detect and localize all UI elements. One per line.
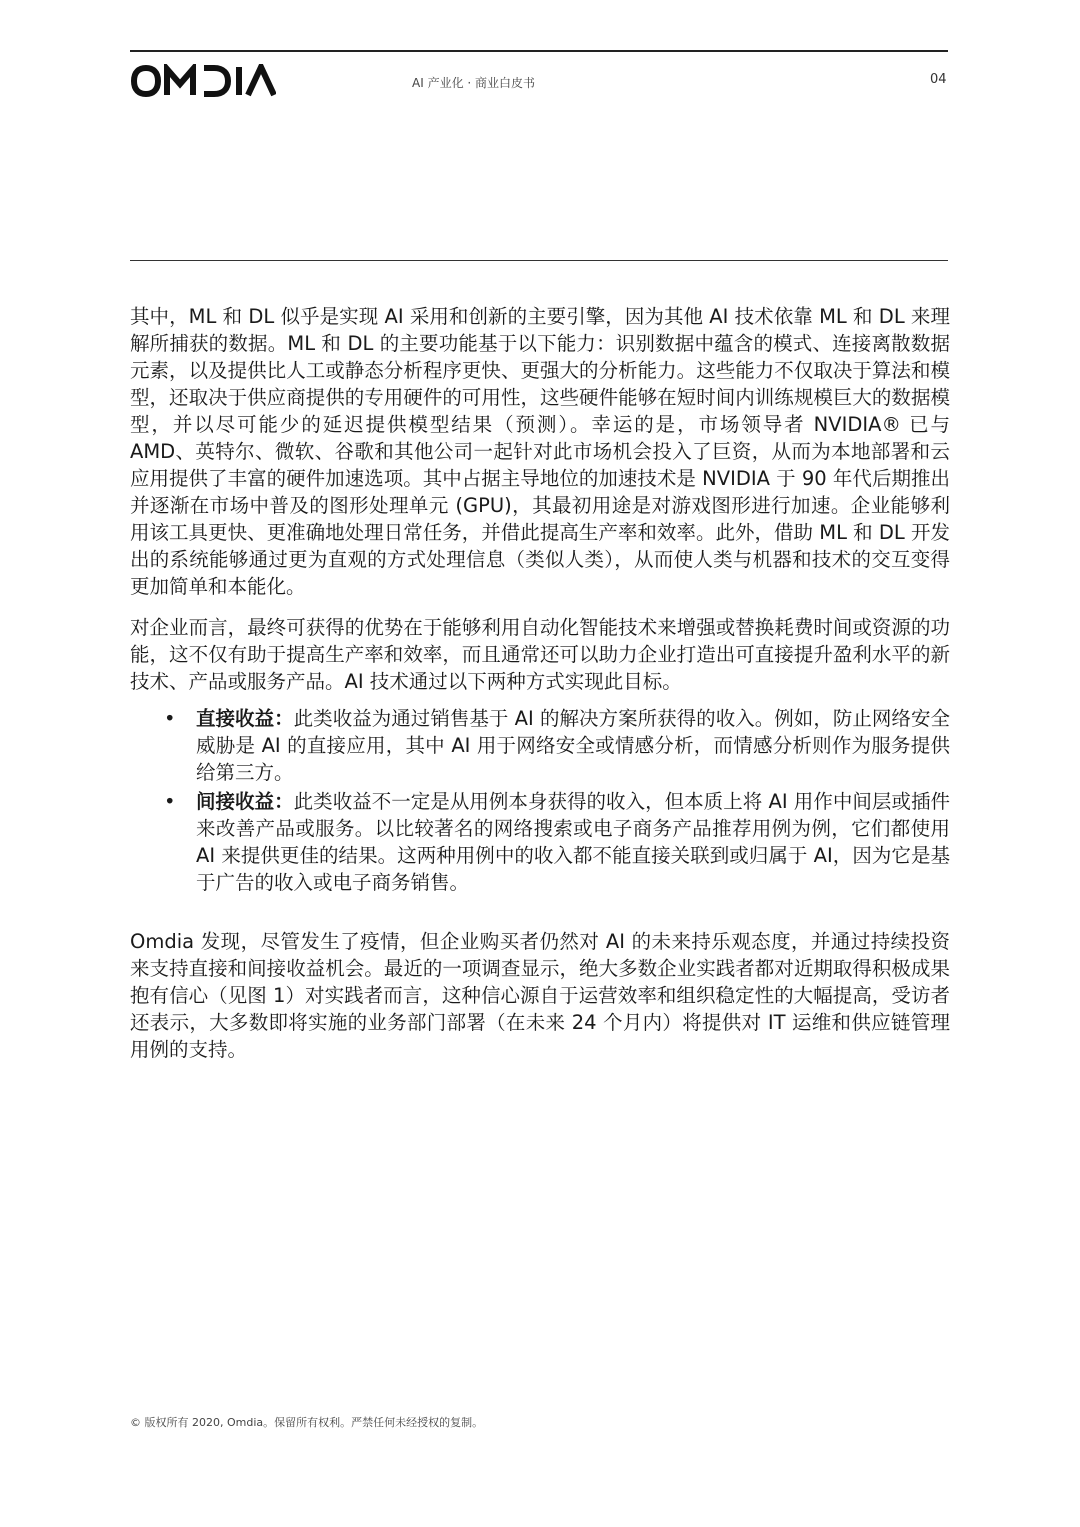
body-paragraph-2: 对企业而言，最终可获得的优势在于能够利用自动化智能技术来增强或替换耗费时间或资源的功能，这不仅有助于提高生产率和效率，而且通常还可以助力企业打造出可直接提升盈利水平的新技术、产品或服务产品。AI 技术通过以下两种方式实现此目标。: [130, 616, 950, 693]
bullet-term: 直接收益：: [196, 707, 294, 730]
main-content: [130, 303, 950, 1063]
copyright-footer: © 版权所有 2020, Omdia。保留所有权利。严禁任何未经授权的复制。: [130, 1416, 484, 1429]
header-top-rule: [130, 50, 948, 52]
document-title: AI 产业化 · 商业白皮书: [412, 76, 536, 90]
header-separator-rule: [130, 260, 948, 261]
bullet-term: 间接收益：: [196, 790, 294, 813]
body-paragraph-3: Omdia 发现，尽管发生了疫情，但企业购买者仍然对 AI 的未来持乐观态度，并通过持续投资来支持直接和间接收益机会。最近的一项调查显示，绝大多数企业实践者都对近期取得积极成果抱有信心（见图 1）对实践者而言，这种信心源自于运营效率和组织稳定性的大幅提高，受访者还表示，大多数即将实施的业务部门部署（在未来 24 个月内）将提供对 IT 运维和供应链管理用例的支持。: [130, 930, 950, 1061]
bullet-marker: •: [164, 707, 176, 730]
list-item-direct-benefit: [130, 705, 950, 786]
omdia-logo: [130, 64, 276, 98]
bullet-text: 此类收益为通过销售基于 AI 的解决方案所获得的收入。例如，防止网络安全威胁是 AI 的直接应用，其中 AI 用于网络安全或情感分析，而情感分析则作为服务提供给第三方。: [196, 707, 950, 784]
bullet-marker: •: [164, 790, 176, 813]
benefits-list: [130, 705, 950, 896]
body-paragraph-1: 其中，ML 和 DL 似乎是实现 AI 采用和创新的主要引擎，因为其他 AI 技术依靠 ML 和 DL 来理解所捕获的数据。ML 和 DL 的主要功能基于以下能力：识别数据中蕴含的模式、连接离散数据元素，以及提供比人工或静态分析程序更快、更强大的分析能力。这些能力不仅取决于算法和模型，还取决于供应商提供的专用硬件的可用性，这些硬件能够在短时间内训练规模巨大的数据模型，并以尽可能少的延迟提供模型结果（预测）。幸运的是，市场领导者 NVIDIA® 已与 AMD、英特尔、微软、谷歌和其他公司一起针对此市场机会投入了巨资，从而为本地部署和云应用提供了丰富的硬件加速选项。其中占据主导地位的加速技术是 NVIDIA 于 90 年代后期推出并逐渐在市场中普及的图形处理单元 (GPU)，其最初用途是对游戏图形进行加速。企业能够利用该工具更快、更准确地处理日常任务，并借此提高生产率和效率。此外，借助 ML 和 DL 开发出的系统能够通过更为直观的方式处理信息（类似人类），从而使人类与机器和技术的交互变得更加简单和本能化。: [130, 305, 950, 598]
page-number: 04: [930, 72, 947, 87]
bullet-text: 此类收益不一定是从用例本身获得的收入，但本质上将 AI 用作中间层或插件来改善产品或服务。以比较著名的网络搜索或电子商务产品推荐用例为例，它们都使用 AI 来提供更佳的结果。这两种用例中的收入都不能直接关联到或归属于 AI，因为它是基于广告的收入或电子商务销售。: [196, 790, 950, 894]
list-item-indirect-benefit: [130, 788, 950, 896]
